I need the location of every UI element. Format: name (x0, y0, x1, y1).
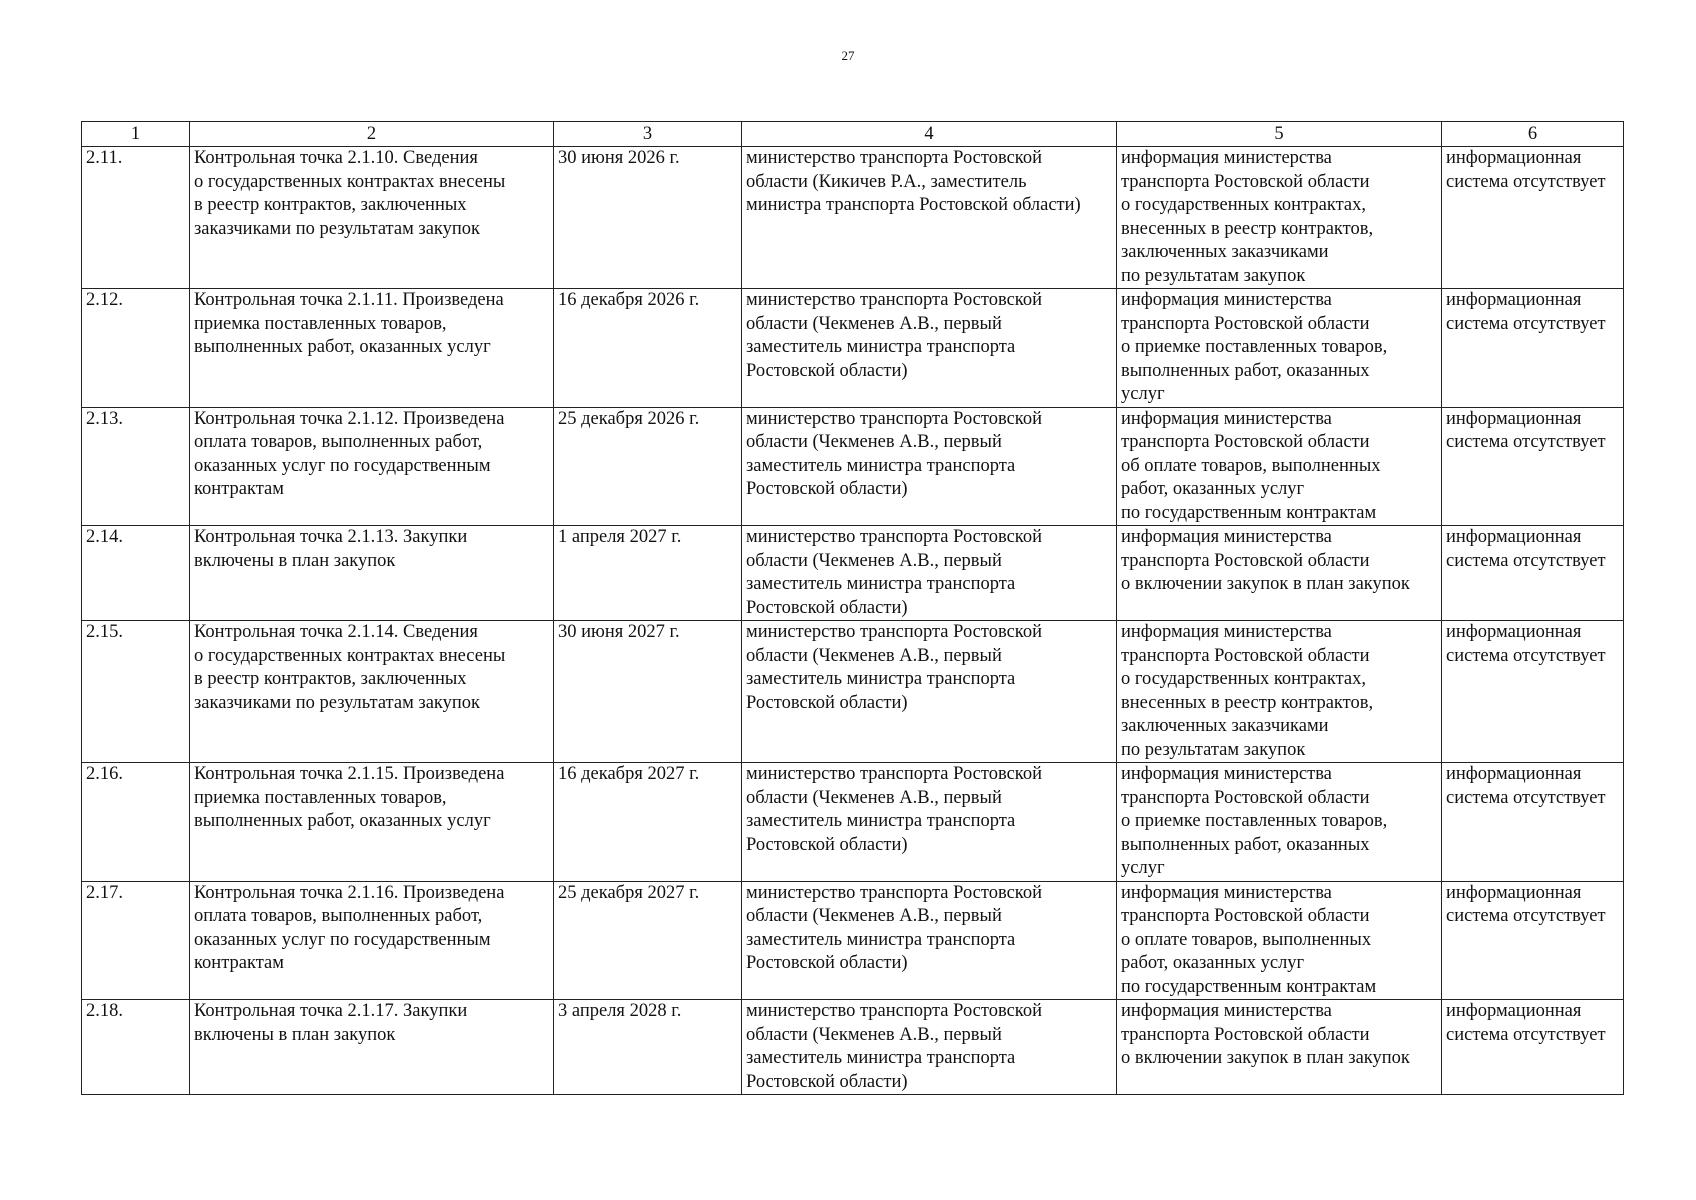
responsible-executor-line: министра транспорта Ростовской области) (746, 195, 1081, 215)
information-system-line: система отсутствует (1446, 906, 1606, 926)
control-point-description-line: заказчиками по результатам закупок (194, 218, 481, 239)
responsible-executor-line: министерство транспорта Ростовской (746, 290, 1043, 310)
column-header: 3 (554, 122, 742, 147)
control-point-description-line: оказанных услуг по государственным (194, 929, 491, 950)
report-document-line: о государственных контрактах, (1121, 195, 1366, 215)
report-document-line: работ, оказанных услуг (1121, 479, 1305, 499)
deadline-date: 25 декабря 2026 г. (554, 407, 742, 526)
report-document-line: информация министерства (1121, 290, 1332, 310)
information-system (1442, 289, 1624, 408)
responsible-executor-line: заместитель министра транспорта (746, 337, 1016, 357)
report-document-line: транспорта Ростовской области (1121, 645, 1370, 666)
control-point-description (190, 289, 554, 408)
report-document-line: информация министерства (1121, 148, 1332, 168)
report-document-line: заключенных заказчиками (1121, 716, 1329, 736)
responsible-executor-line: области (Чекменев А.В., первый (746, 787, 1002, 808)
responsible-executor-line: области (Чекменев А.В., первый (746, 313, 1002, 334)
control-point-description-line: приемка поставленных товаров, (194, 787, 447, 808)
column-header: 5 (1117, 122, 1442, 147)
responsible-executor-line: Ростовской области) (746, 479, 908, 499)
information-system-line: информационная (1446, 527, 1582, 547)
information-system-line: информационная (1446, 148, 1582, 168)
responsible-executor-line: области (Кикичев Р.А., заместитель (746, 171, 1027, 192)
responsible-executor-line: Ростовской области) (746, 597, 908, 618)
information-system-line: система отсутствует (1446, 550, 1606, 571)
responsible-executor-line: заместитель министра транспорта (746, 574, 1016, 594)
report-document-line: услуг (1121, 384, 1165, 404)
control-point-description-line: в реестр контрактов, заключенных (194, 195, 467, 215)
control-point-description-line: о государственных контрактах внесены (194, 645, 506, 666)
responsible-executor (742, 763, 1117, 882)
responsible-executor-line: министерство транспорта Ростовской (746, 622, 1043, 642)
information-system-line: информационная (1446, 622, 1582, 642)
information-system (1442, 526, 1624, 621)
information-system-line: информационная (1446, 408, 1582, 429)
information-system-line: система отсутствует (1446, 432, 1606, 452)
report-document-line: транспорта Ростовской области (1121, 906, 1370, 926)
report-document-line: выполненных работ, оказанных (1121, 360, 1370, 381)
deadline-date: 25 декабря 2027 г. (554, 881, 742, 1000)
responsible-executor-line: области (Чекменев А.В., первый (746, 550, 1002, 571)
table-row (82, 621, 1624, 763)
responsible-executor-line: области (Чекменев А.В., первый (746, 1024, 1002, 1045)
report-document-line: по результатам закупок (1121, 265, 1306, 286)
responsible-executor-line: заместитель министра транспорта (746, 455, 1016, 476)
responsible-executor (742, 621, 1117, 763)
control-point-description-line: Контрольная точка 2.1.11. Произведена (194, 290, 504, 310)
responsible-executor-line: заместитель министра транспорта (746, 811, 1016, 831)
information-system (1442, 1000, 1624, 1095)
column-header: 4 (742, 122, 1117, 147)
information-system-line: система отсутствует (1446, 1024, 1606, 1045)
responsible-executor (742, 1000, 1117, 1095)
control-point-description (190, 621, 554, 763)
control-point-description-line: включены в план закупок (194, 1024, 396, 1045)
responsible-executor-line: министерство транспорта Ростовской (746, 882, 1043, 903)
information-system (1442, 621, 1624, 763)
row-number: 2.17. (82, 881, 190, 1000)
responsible-executor (742, 147, 1117, 289)
control-point-description-line: контрактам (194, 953, 284, 973)
report-document-line: внесенных в реестр контрактов, (1121, 692, 1374, 713)
deadline-date: 16 декабря 2027 г. (554, 763, 742, 882)
responsible-executor-line: министерство транспорта Ростовской (746, 527, 1043, 547)
report-document-line: о включении закупок в план закупок (1121, 574, 1410, 594)
report-document (1117, 526, 1442, 621)
row-number: 2.15. (82, 621, 190, 763)
control-point-description-line: выполненных работ, оказанных услуг (194, 337, 491, 357)
report-document-line: работ, оказанных услуг (1121, 953, 1305, 973)
information-system-line: информационная (1446, 290, 1582, 310)
report-document-line: транспорта Ростовской области (1121, 1024, 1370, 1045)
deadline-date: 30 июня 2027 г. (554, 621, 742, 763)
responsible-executor-line: Ростовской области) (746, 1071, 908, 1092)
control-point-description-line: приемка поставленных товаров, (194, 313, 447, 334)
row-number: 2.18. (82, 1000, 190, 1095)
report-document-line: выполненных работ, оказанных (1121, 834, 1370, 855)
report-document (1117, 289, 1442, 408)
row-number: 2.12. (82, 289, 190, 408)
report-document-line: транспорта Ростовской области (1121, 432, 1370, 452)
information-system-line: система отсутствует (1446, 313, 1606, 334)
control-point-description (190, 407, 554, 526)
information-system-line: система отсутствует (1446, 645, 1606, 666)
responsible-executor (742, 289, 1117, 408)
report-document-line: транспорта Ростовской области (1121, 313, 1370, 334)
responsible-executor (742, 407, 1117, 526)
control-point-description-line: контрактам (194, 479, 284, 499)
information-system (1442, 407, 1624, 526)
control-point-description-line: Контрольная точка 2.1.14. Сведения (194, 622, 478, 642)
information-system (1442, 881, 1624, 1000)
report-document-line: информация министерства (1121, 527, 1332, 547)
responsible-executor-line: министерство транспорта Ростовской (746, 1001, 1043, 1021)
control-point-description (190, 1000, 554, 1095)
control-point-description-line: Контрольная точка 2.1.16. Произведена (194, 882, 505, 903)
control-point-description (190, 763, 554, 882)
responsible-executor (742, 881, 1117, 1000)
responsible-executor-line: области (Чекменев А.В., первый (746, 432, 1002, 452)
control-point-description (190, 147, 554, 289)
responsible-executor-line: области (Чекменев А.В., первый (746, 645, 1002, 666)
control-point-description-line: Контрольная точка 2.1.17. Закупки (194, 1001, 468, 1021)
report-document-line: по государственным контрактам (1121, 502, 1377, 523)
responsible-executor-line: Ростовской области) (746, 834, 908, 855)
table-header-row (82, 122, 1624, 147)
control-point-description-line: оплата товаров, выполненных работ, (194, 432, 483, 452)
row-number: 2.11. (82, 147, 190, 289)
table-body (82, 147, 1624, 1095)
information-system (1442, 147, 1624, 289)
report-document-line: информация министерства (1121, 408, 1332, 429)
row-number: 2.14. (82, 526, 190, 621)
responsible-executor-line: заместитель министра транспорта (746, 669, 1016, 689)
control-point-description-line: Контрольная точка 2.1.13. Закупки (194, 527, 468, 547)
report-document-line: о оплате товаров, выполненных (1121, 929, 1372, 950)
control-point-description-line: о государственных контрактах внесены (194, 171, 506, 192)
report-document-line: о приемке поставленных товаров, (1121, 337, 1388, 357)
table-row (82, 407, 1624, 526)
information-system-line: информационная (1446, 764, 1582, 784)
column-header: 1 (82, 122, 190, 147)
control-point-description-line: Контрольная точка 2.1.10. Сведения (194, 148, 478, 168)
deadline-date: 3 апреля 2028 г. (554, 1000, 742, 1095)
table-row (82, 763, 1624, 882)
table-row (82, 1000, 1624, 1095)
control-point-description-line: включены в план закупок (194, 550, 396, 571)
report-document (1117, 881, 1442, 1000)
report-document-line: о государственных контрактах, (1121, 669, 1366, 689)
report-document (1117, 763, 1442, 882)
column-header: 2 (190, 122, 554, 147)
information-system (1442, 763, 1624, 882)
responsible-executor-line: министерство транспорта Ростовской (746, 148, 1043, 168)
responsible-executor-line: Ростовской области) (746, 953, 908, 973)
report-document-line: информация министерства (1121, 622, 1332, 642)
report-document-line: заключенных заказчиками (1121, 242, 1329, 262)
control-point-description-line: оплата товаров, выполненных работ, (194, 906, 483, 926)
report-document-line: информация министерства (1121, 764, 1332, 784)
control-point-description-line: заказчиками по результатам закупок (194, 692, 481, 713)
deadline-date: 16 декабря 2026 г. (554, 289, 742, 408)
control-point-description-line: Контрольная точка 2.1.15. Произведена (194, 764, 505, 784)
control-point-description (190, 881, 554, 1000)
report-document (1117, 147, 1442, 289)
report-document-line: по государственным контрактам (1121, 976, 1377, 997)
responsible-executor (742, 526, 1117, 621)
report-document-line: транспорта Ростовской области (1121, 787, 1370, 808)
information-system-line: информационная (1446, 1001, 1582, 1021)
page-number: 27 (841, 48, 855, 63)
report-document-line: транспорта Ростовской области (1121, 550, 1370, 571)
responsible-executor-line: области (Чекменев А.В., первый (746, 906, 1002, 926)
table-row (82, 526, 1624, 621)
responsible-executor-line: заместитель министра транспорта (746, 1048, 1016, 1068)
row-number: 2.16. (82, 763, 190, 882)
report-document-line: информация министерства (1121, 1001, 1332, 1021)
report-document-line: транспорта Ростовской области (1121, 171, 1370, 192)
responsible-executor-line: министерство транспорта Ростовской (746, 408, 1043, 429)
report-document-line: об оплате товаров, выполненных (1121, 455, 1381, 476)
deadline-date: 30 июня 2026 г. (554, 147, 742, 289)
report-document (1117, 621, 1442, 763)
information-system-line: информационная (1446, 882, 1582, 903)
deadline-date: 1 апреля 2027 г. (554, 526, 742, 621)
report-document-line: по результатам закупок (1121, 739, 1306, 760)
row-number: 2.13. (82, 407, 190, 526)
table-row (82, 147, 1624, 289)
report-document (1117, 1000, 1442, 1095)
information-system-line: система отсутствует (1446, 787, 1606, 808)
report-document-line: информация министерства (1121, 882, 1332, 903)
control-points-table (81, 121, 1624, 1095)
control-point-description-line: выполненных работ, оказанных услуг (194, 811, 491, 831)
report-document-line: внесенных в реестр контрактов, (1121, 218, 1374, 239)
report-document-line: о приемке поставленных товаров, (1121, 811, 1388, 831)
report-document-line: о включении закупок в план закупок (1121, 1048, 1410, 1068)
responsible-executor-line: Ростовской области) (746, 360, 908, 381)
control-point-description-line: оказанных услуг по государственным (194, 455, 491, 476)
information-system-line: система отсутствует (1446, 171, 1606, 192)
responsible-executor-line: министерство транспорта Ростовской (746, 764, 1043, 784)
control-point-description (190, 526, 554, 621)
control-point-description-line: в реестр контрактов, заключенных (194, 669, 467, 689)
report-document (1117, 407, 1442, 526)
control-point-description-line: Контрольная точка 2.1.12. Произведена (194, 408, 505, 429)
responsible-executor-line: Ростовской области) (746, 692, 908, 713)
report-document-line: услуг (1121, 858, 1165, 878)
column-header: 6 (1442, 122, 1624, 147)
table-row (82, 289, 1624, 408)
table-row (82, 881, 1624, 1000)
responsible-executor-line: заместитель министра транспорта (746, 929, 1016, 950)
